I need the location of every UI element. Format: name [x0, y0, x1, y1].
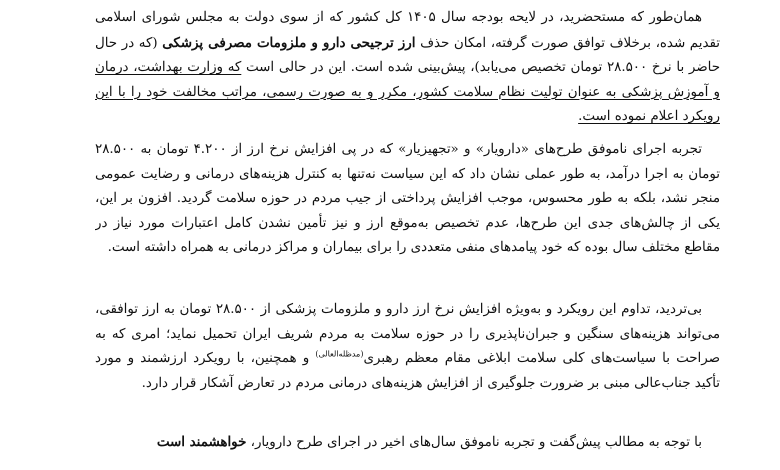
paragraph4-bold-phrase: خواهشمند است: [156, 434, 247, 450]
paragraph3-text-a: بی‌تردید، تداوم این رویکرد و به‌ویژه افزایش نرخ ارز دارو و ملزومات پزشکی از ۲۸.۵۰۰ تومان به ارز توافقی، می‌تواند هزینه‌های سنگین و جبران‌ناپذیری را در حوزه سلامت به مردم شریف ایران تحمیل نماید؛ امری که به صراحت با سیاست‌های کلی سلامت ابلاغی مقام معظم رهبری: [95, 302, 720, 366]
paragraph4-text-a: با توجه به مطالب پیش‌گفت و تجربه ناموفق سال‌های اخیر در اجرای طرح دارویار،: [246, 435, 702, 450]
paragraph3-honorific-superscript: (مدظله‌العالی): [315, 349, 364, 359]
paragraph1-text-b: (که در حال حاضر با نرخ ۲۸.۵۰۰ تومان تخصیص می‌یابد)، پیش‌بینی شده است. این در حالی است: [95, 35, 720, 75]
paragraph-darooyar-experience: [95, 138, 720, 261]
paragraph1-bold-phrase: ارز ترجیحی دارو و ملزومات مصرفی پزشکی: [162, 34, 416, 51]
letter-page: [95, 0, 720, 470]
paragraph2-text: تجربه اجرای ناموفق طرح‌های «دارویار» و «تجهیزیار» که در پی افزایش نرخ ارز از ۴.۲۰۰ تومان به ۲۸.۵۰۰ تومان به اجرا درآمد، به طور عملی نشان داد که این سیاست نه‌تنها به کنترل هزینه‌های درمانی و رضایت عمومی منجر نشد، بلکه به طور محسوس، موجب افزایش پرداختی از جیب مردم در حوزه سلامت گردید. افزون بر این، یکی از چالش‌های جدی این طرح‌ها، عدم تخصیص به‌موقع ارز و نیز تأمین نشدن کامل اعتبارات مورد نیاز در مقاطع مختلف سال بوده که خود پیامدهای منفی متعددی را برای بیماران و مراکز درمانی به همراه داشته است.: [95, 142, 720, 255]
paragraph3-text-b: و همچنین، با رویکرد ارزشمند و مورد تأکید جناب‌عالی مبنی بر ضرورت جلوگیری از افزایش هزینه‌های درمانی مردم در تعارض آشکار قرار دارد.: [95, 351, 720, 391]
paragraph-exchange-rate-risk: [95, 298, 720, 396]
paragraph1-underlined-text: که وزارت بهداشت، درمان و آموزش پزشکی به عنوان تولیت نظام سلامت کشور، مکرر و به صورت رسمی، مراتب مخالفت خود را با این رویکرد اعلام نموده است.: [95, 60, 720, 124]
paragraph-budget-bill: [95, 6, 720, 130]
paragraph1-text-a: همان‌طور که مستحضرید، در لایحه بودجه سال ۱۴۰۵ کل کشور که از سوی دولت به مجلس شورای اسلامی تقدیم شده، برخلاف توافق صورت گرفته، امکان حذف: [95, 10, 720, 51]
paragraph-request: [95, 430, 720, 456]
